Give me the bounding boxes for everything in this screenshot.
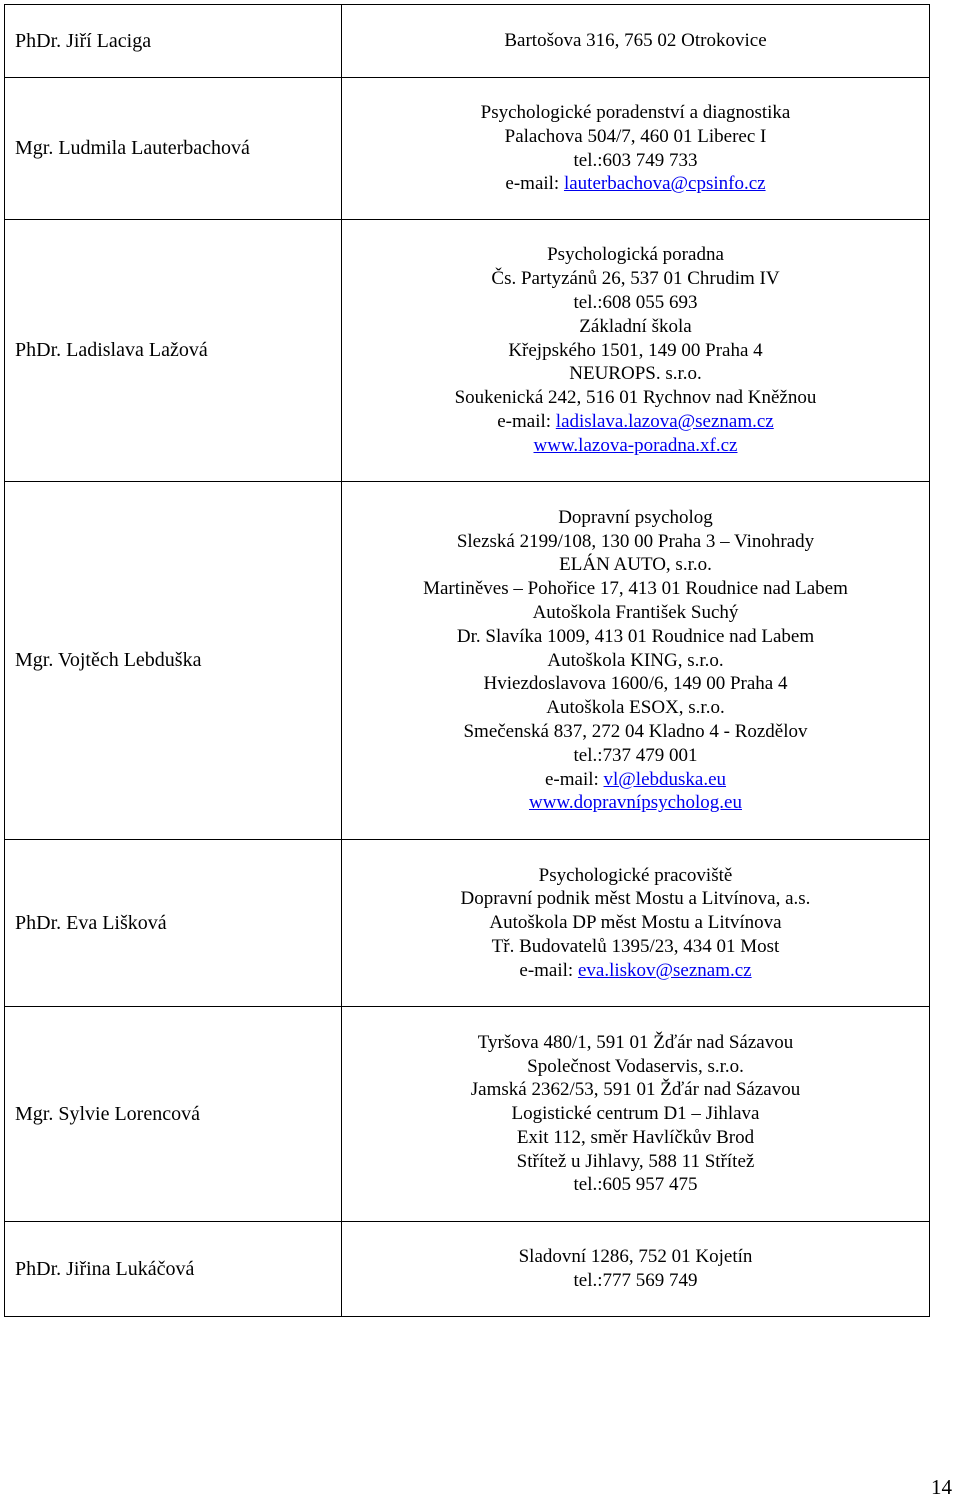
email-link[interactable]: vl@lebduska.eu	[603, 768, 727, 790]
website-link[interactable]: www.lazova-poradna.xf.cz	[533, 434, 738, 456]
table-row	[5, 78, 930, 220]
info-text: Autoškola ESOX, s.r.o.	[546, 697, 725, 719]
info-line	[342, 577, 929, 601]
info-text: Sladovní 1286, 752 01 Kojetín	[518, 1246, 753, 1268]
info-text: ELÁN AUTO, s.r.o.	[559, 554, 712, 576]
info-line	[342, 625, 929, 649]
info-line	[342, 172, 929, 196]
person-name: PhDr. Jiří Laciga	[5, 5, 342, 78]
info-line	[342, 29, 929, 53]
info-line	[342, 362, 929, 386]
info-text: Dopravní psycholog	[558, 506, 713, 528]
info-line	[342, 243, 929, 267]
info-line	[342, 1078, 929, 1102]
psychologist-directory-table	[4, 4, 930, 1317]
info-line	[342, 149, 929, 173]
info-line	[342, 935, 929, 959]
info-line	[342, 291, 929, 315]
info-text: Logistické centrum D1 – Jihlava	[511, 1103, 760, 1125]
info-text: Společnost Vodaservis, s.r.o.	[527, 1055, 744, 1077]
info-text: Psychologické poradenství a diagnostika	[480, 101, 791, 123]
info-text: Autoškola František Suchý	[532, 602, 739, 623]
info-text: NEUROPS. s.r.o.	[569, 363, 702, 385]
info-line	[342, 267, 929, 291]
info-line	[342, 125, 929, 149]
info-label: e-mail:	[519, 959, 578, 981]
contact-info	[342, 5, 930, 78]
info-text: Smečenská 837, 272 04 Kladno 4 - Rozdělov	[463, 720, 808, 742]
contact-info	[342, 840, 930, 1007]
contact-info	[342, 78, 930, 220]
info-text: Základní škola	[579, 315, 692, 337]
info-text: Palachova 504/7, 460 01 Liberec I	[504, 125, 767, 147]
contact-info	[342, 220, 930, 482]
email-link[interactable]: lauterbachova@cpsinfo.cz	[563, 173, 766, 195]
info-line	[342, 1055, 929, 1079]
info-line	[342, 744, 929, 768]
info-line	[342, 1102, 929, 1126]
info-text: Čs. Partyzánů 26, 537 01 Chrudim IV	[491, 268, 780, 290]
table-row	[5, 840, 930, 1007]
contact-info	[342, 1007, 930, 1222]
info-line	[342, 530, 929, 554]
info-line	[342, 1245, 929, 1269]
info-text: Martiněves – Pohořice 17, 413 01 Roudnice nad Labem	[423, 578, 848, 600]
info-text: Autoškola DP měst Mostu a Litvínova	[489, 912, 782, 934]
info-line	[342, 386, 929, 410]
contact-info	[342, 482, 930, 840]
email-link[interactable]: ladislava.lazova@seznam.cz	[555, 410, 774, 432]
info-text: Bartošova 316, 765 02 Otrokovice	[504, 30, 767, 52]
info-text: tel.:737 479 001	[573, 744, 698, 766]
contact-info	[342, 1222, 930, 1317]
info-text: Dr. Slavíka 1009, 413 01 Roudnice nad Labem	[456, 625, 815, 647]
person-name: Mgr. Sylvie Lorencová	[5, 1007, 342, 1222]
info-line	[342, 315, 929, 339]
info-text: tel.:603 749 733	[573, 149, 698, 171]
table-row	[5, 220, 930, 482]
info-line	[342, 720, 929, 744]
info-line	[342, 339, 929, 363]
info-text: Jamská 2362/53, 591 01 Žďár nad Sázavou	[470, 1079, 801, 1101]
info-line	[342, 649, 929, 673]
table-row	[5, 5, 930, 78]
info-line	[342, 864, 929, 888]
info-text: Tyršova 480/1, 591 01 Žďár nad Sázavou	[477, 1031, 794, 1053]
info-text: Tř. Budovatelů 1395/23, 434 01 Most	[491, 935, 780, 957]
info-line	[342, 887, 929, 911]
info-line	[342, 506, 929, 530]
info-text: Slezská 2199/108, 130 00 Praha 3 – Vinohrady	[456, 530, 815, 552]
person-name: PhDr. Jiřina Lukáčová	[5, 1222, 342, 1317]
info-line	[342, 959, 929, 983]
info-text: Autoškola KING, s.r.o.	[547, 649, 724, 671]
info-line	[342, 1031, 929, 1055]
info-line	[342, 553, 929, 577]
table-row	[5, 1222, 930, 1317]
table-row	[5, 1007, 930, 1222]
info-text: Soukenická 242, 516 01 Rychnov nad Kněžnou	[454, 387, 817, 409]
info-line	[342, 911, 929, 935]
info-text: tel.:777 569 749	[573, 1270, 698, 1291]
info-label: e-mail:	[544, 768, 604, 790]
info-text: Hviezdoslavova 1600/6, 149 00 Praha 4	[483, 673, 788, 695]
info-label: e-mail:	[505, 173, 564, 195]
info-text: Střítež u Jihlavy, 588 11 Střítež	[516, 1150, 755, 1172]
info-line	[342, 1173, 929, 1197]
person-name: Mgr. Vojtěch Lebduška	[5, 482, 342, 840]
info-text: Exit 112, směr Havlíčkův Brod	[516, 1126, 755, 1148]
info-line	[342, 791, 929, 815]
info-line	[342, 1126, 929, 1150]
info-text: Psychologické pracoviště	[538, 864, 733, 886]
person-name: Mgr. Ludmila Lauterbachová	[5, 78, 342, 220]
info-text: tel.:605 957 475	[573, 1174, 698, 1196]
page-number: 14	[931, 1475, 952, 1499]
info-line	[342, 434, 929, 458]
info-line	[342, 1269, 929, 1293]
info-line	[342, 101, 929, 125]
info-line	[342, 672, 929, 696]
info-text: Psychologická poradna	[547, 244, 724, 266]
person-name: PhDr. Ladislava Lažová	[5, 220, 342, 482]
info-line	[342, 601, 929, 625]
table-row	[5, 482, 930, 840]
info-line	[342, 768, 929, 792]
info-label: e-mail:	[497, 410, 556, 432]
info-line	[342, 1150, 929, 1174]
info-text: Křejpského 1501, 149 00 Praha 4	[508, 339, 763, 361]
info-line	[342, 696, 929, 720]
info-line	[342, 410, 929, 434]
person-name: PhDr. Eva Lišková	[5, 840, 342, 1007]
info-text: Dopravní podnik měst Mostu a Litvínova, a.s.	[460, 888, 811, 910]
email-link[interactable]: eva.liskov@seznam.cz	[577, 959, 752, 981]
info-text: tel.:608 055 693	[573, 292, 698, 313]
website-link[interactable]: www.dopravnípsycholog.eu	[528, 792, 742, 814]
